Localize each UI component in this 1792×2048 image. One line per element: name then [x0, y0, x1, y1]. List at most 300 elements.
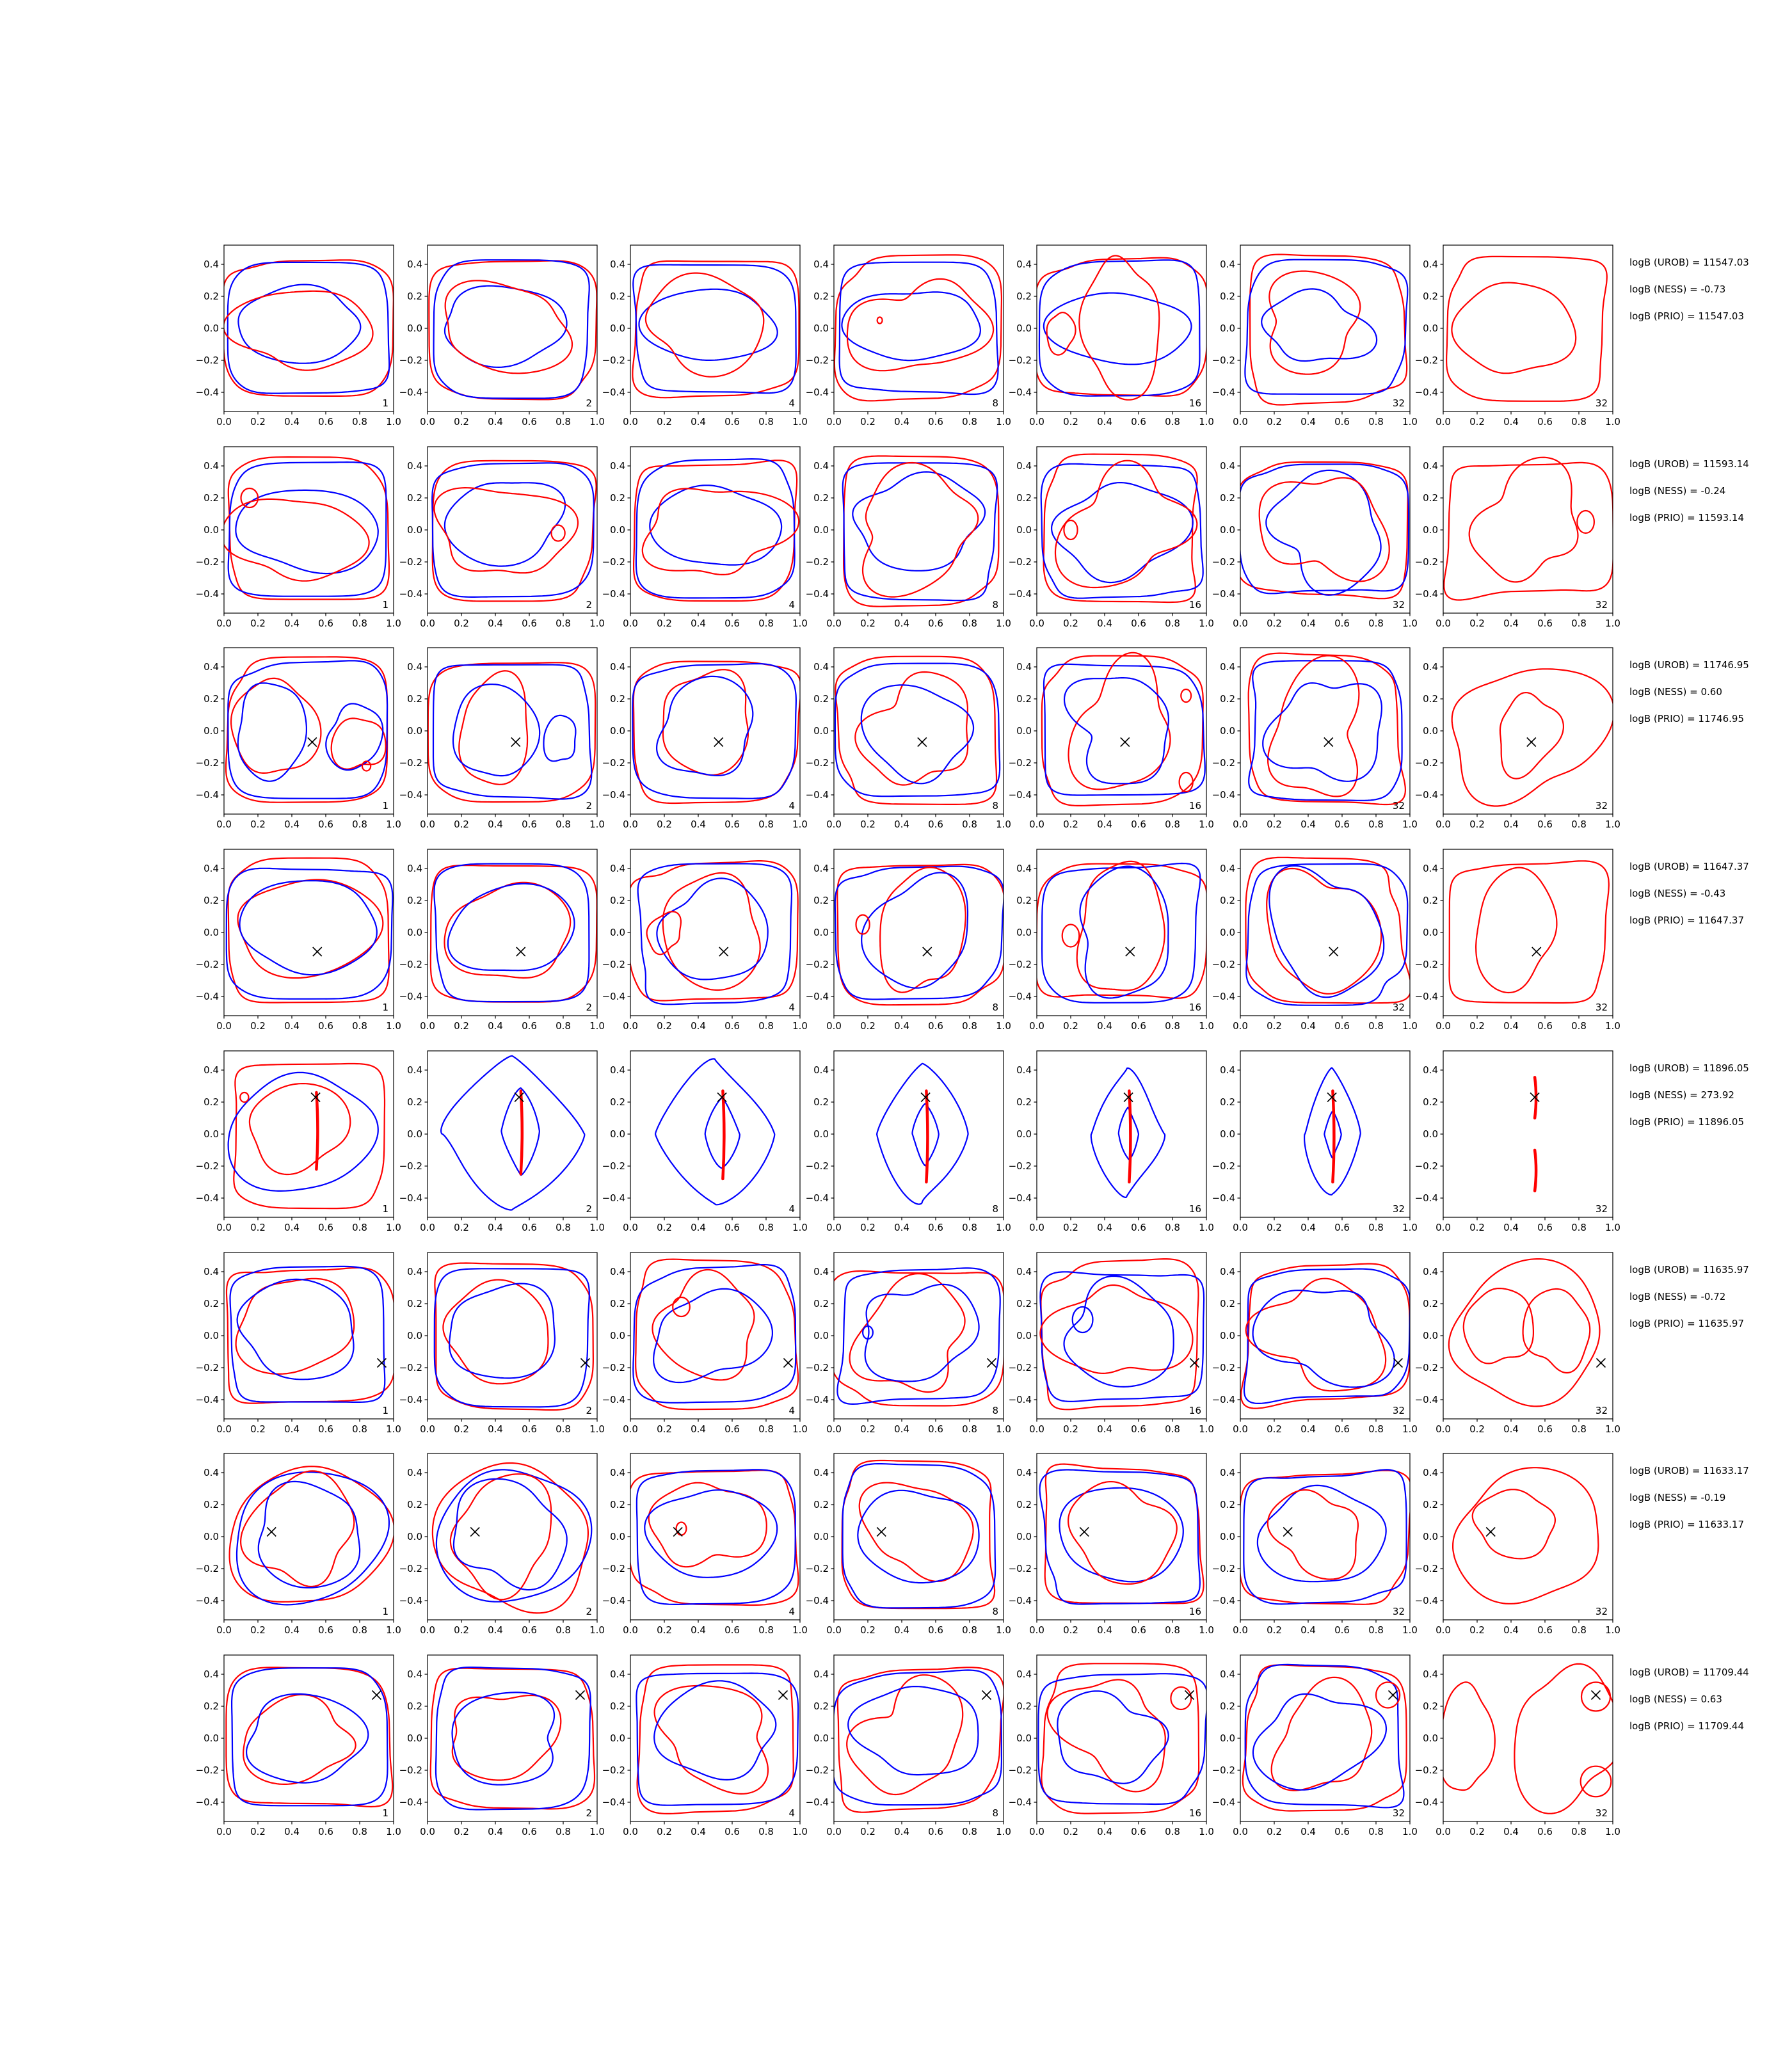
subplot-canvas-r8-c3 [598, 1650, 808, 1851]
x-tick-label: 0.2 [1266, 416, 1282, 428]
panel-count-label: 1 [382, 1404, 388, 1416]
subplot-r2-c2 [396, 442, 605, 643]
logb-urob-value: logB (UROB) = 11746.95 [1629, 659, 1749, 671]
y-tick-label: 0.4 [1219, 259, 1235, 270]
x-tick-label: 0.8 [961, 1624, 977, 1636]
contour-group [833, 1667, 1004, 1812]
contour-blue [1252, 1694, 1386, 1790]
axes-frame [1037, 447, 1206, 613]
x-tick-label: 0.0 [623, 1825, 638, 1837]
logb-urob-value: logB (UROB) = 11547.03 [1629, 257, 1749, 268]
x-tick-label: 0.4 [1503, 617, 1519, 629]
y-tick-label: 0.0 [1219, 1732, 1235, 1744]
panel-count-label: 4 [788, 1404, 795, 1416]
x-tick-label: 1.0 [1402, 1020, 1418, 1032]
y-tick-label: −0.2 [1414, 959, 1438, 971]
panel-count-label: 1 [382, 1002, 388, 1014]
x-tick-label: 0.6 [521, 1020, 537, 1032]
contour-blue [1244, 1268, 1410, 1403]
subplot-r4-c1 [192, 844, 401, 1045]
y-tick-label: −0.4 [1212, 789, 1235, 801]
y-tick-label: 0.4 [1016, 1064, 1032, 1076]
contour-blue [1052, 483, 1193, 582]
x-tick-label: 0.2 [657, 1020, 672, 1032]
x-tick-label: 1.0 [589, 617, 605, 629]
x-tick-label: 0.6 [1537, 819, 1553, 831]
x-marker [917, 738, 926, 747]
y-tick-label: 0.2 [813, 1499, 829, 1511]
subplot-r8-c6 [1208, 1650, 1418, 1851]
x-tick-label: 0.0 [1029, 1825, 1044, 1837]
x-marker [714, 738, 723, 747]
y-tick-label: −0.2 [1414, 1361, 1438, 1373]
y-tick-label: −0.4 [399, 991, 422, 1003]
x-tick-label: 0.6 [1131, 1423, 1146, 1435]
y-tick-label: 0.4 [406, 1265, 422, 1277]
contour-blue [228, 462, 387, 596]
y-tick-label: 0.4 [1016, 259, 1032, 270]
y-tick-label: 0.0 [204, 1531, 219, 1543]
x-tick-label: 0.6 [1537, 1423, 1553, 1435]
contour-blue [638, 864, 792, 1005]
y-tick-label: 0.0 [610, 1531, 625, 1543]
y-tick-label: −0.4 [195, 1796, 219, 1808]
contour-blue [1057, 1691, 1168, 1783]
contour-blue [447, 884, 574, 971]
x-tick-label: 1.0 [1605, 1221, 1620, 1233]
x-tick-label: 0.2 [860, 819, 876, 831]
y-tick-label: −0.4 [805, 588, 829, 600]
subplot-canvas-r8-c5 [1005, 1650, 1214, 1851]
y-tick-label: −0.2 [1008, 757, 1032, 769]
x-tick-label: 0.2 [1063, 416, 1078, 428]
logb-ness-value: logB (NESS) = 0.60 [1629, 686, 1722, 698]
contour-blue [833, 1670, 1002, 1805]
x-tick-label: 0.2 [250, 1825, 266, 1837]
x-tick-label: 0.0 [1029, 1624, 1044, 1636]
y-tick-label: −0.2 [602, 1160, 625, 1172]
y-tick-label: 0.2 [1016, 492, 1032, 504]
x-tick-label: 1.0 [1199, 1423, 1214, 1435]
x-tick-label: 0.0 [826, 1020, 842, 1032]
y-tick-label: 0.4 [1423, 661, 1438, 673]
subplot-r3-c7 [1411, 643, 1620, 844]
contour-red [223, 260, 394, 396]
panel-count-label: 1 [382, 800, 388, 812]
y-tick-label: 0.4 [1219, 1265, 1235, 1277]
x-tick-label: 0.6 [318, 819, 333, 831]
contour-group [1040, 1464, 1204, 1604]
panel-count-label: 16 [1188, 1404, 1201, 1416]
x-marker [783, 1358, 792, 1367]
x-tick-label: 0.2 [1063, 1624, 1078, 1636]
y-tick-label: −0.2 [399, 1160, 422, 1172]
subplot-r2-c5 [1005, 442, 1214, 643]
y-tick-label: 0.0 [1423, 927, 1438, 939]
contour-group [441, 1056, 584, 1210]
y-tick-label: −0.4 [805, 1595, 829, 1607]
y-tick-label: 0.4 [610, 1265, 625, 1277]
contour-red [435, 1263, 593, 1410]
contour-blue [237, 1279, 354, 1379]
x-tick-label: 0.6 [1537, 1624, 1553, 1636]
panel-count-label: 4 [788, 800, 795, 812]
subplot-r6-c1 [192, 1247, 401, 1448]
x-tick-label: 0.8 [555, 1624, 571, 1636]
panel-count-label: 32 [1392, 397, 1405, 409]
x-tick-label: 0.4 [1300, 1020, 1316, 1032]
y-tick-label: 0.0 [610, 725, 625, 737]
subplot-canvas-r3-c1 [192, 643, 401, 844]
x-tick-label: 0.8 [555, 1423, 571, 1435]
contour-group [1245, 255, 1407, 405]
panel-count-label: 1 [382, 598, 388, 611]
x-tick-label: 0.0 [1232, 416, 1248, 428]
x-tick-label: 0.6 [318, 1221, 333, 1233]
x-tick-label: 0.0 [1232, 617, 1248, 629]
x-marker [267, 1528, 276, 1537]
x-tick-label: 0.4 [487, 819, 503, 831]
subplot-canvas-r2-c3 [598, 442, 808, 643]
y-tick-label: 0.0 [1423, 1531, 1438, 1543]
contour-blue [441, 1056, 584, 1210]
x-tick-label: 0.4 [1503, 1624, 1519, 1636]
x-tick-label: 0.8 [1368, 1624, 1384, 1636]
logb-prio-value: logB (PRIO) = 11709.44 [1629, 1720, 1745, 1732]
subplot-canvas-r3-c4 [802, 643, 1011, 844]
small-ring-contour [877, 317, 882, 324]
small-ring-contour [241, 488, 259, 508]
panel-count-label: 4 [788, 1203, 795, 1215]
contour-red [1040, 1285, 1192, 1373]
logb-prio-value: logB (PRIO) = 11593.14 [1629, 511, 1745, 524]
y-tick-label: 0.0 [610, 323, 625, 334]
y-tick-label: −0.2 [399, 1361, 422, 1373]
axes-frame [1443, 1655, 1613, 1821]
x-tick-label: 0.6 [1131, 416, 1146, 428]
contour-red [837, 1667, 1004, 1812]
y-tick-label: −0.2 [1008, 556, 1032, 568]
x-tick-label: 0.2 [453, 617, 469, 629]
contour-blue [636, 459, 795, 598]
x-tick-label: 0.4 [691, 1020, 706, 1032]
subplot-r1-c2 [396, 240, 605, 441]
x-tick-label: 0.2 [250, 1624, 266, 1636]
y-tick-label: 0.4 [1016, 1668, 1032, 1680]
y-tick-label: −0.4 [602, 1192, 625, 1204]
contour-blue [228, 262, 389, 394]
subplot-canvas-r6-c4 [802, 1247, 1011, 1448]
contour-group [633, 1259, 798, 1409]
contour-group [228, 1064, 385, 1208]
y-tick-label: 0.0 [204, 524, 219, 536]
x-tick-label: 0.6 [1537, 1825, 1553, 1837]
x-marker [1388, 1690, 1397, 1699]
axes-frame [428, 245, 597, 412]
subplot-r6-c3 [598, 1247, 808, 1448]
y-tick-label: 0.2 [204, 1700, 219, 1712]
small-ring-contour [1376, 1682, 1400, 1708]
x-tick-label: 0.2 [860, 416, 876, 428]
contour-red [444, 883, 570, 978]
x-tick-label: 0.8 [1165, 1221, 1180, 1233]
panel-count-label: 16 [1188, 800, 1201, 812]
x-tick-label: 0.4 [893, 819, 909, 831]
y-tick-label: −0.4 [805, 1192, 829, 1204]
contour-group [632, 261, 799, 398]
y-tick-label: 0.4 [813, 1668, 829, 1680]
contour-blue [230, 1266, 385, 1402]
contour-red [1476, 868, 1556, 993]
y-tick-label: 0.4 [610, 1064, 625, 1076]
y-tick-label: 0.0 [1016, 927, 1032, 939]
subplot-canvas-r7-c3 [598, 1448, 808, 1649]
subplot-r7-c2 [396, 1448, 605, 1649]
contour-red [1048, 1679, 1165, 1791]
subplot-canvas-r2-c2 [396, 442, 605, 643]
contour-group [1040, 1259, 1204, 1409]
y-tick-label: 0.4 [204, 1265, 219, 1277]
x-marker [1080, 1528, 1089, 1537]
y-tick-label: 0.4 [1219, 1064, 1235, 1076]
x-tick-label: 0.8 [758, 416, 774, 428]
x-tick-label: 1.0 [1402, 1423, 1418, 1435]
x-tick-label: 0.8 [555, 1020, 571, 1032]
x-tick-label: 0.6 [724, 1423, 740, 1435]
panel-count-label: 8 [991, 1807, 998, 1819]
y-tick-label: 0.2 [1016, 895, 1032, 907]
x-tick-label: 1.0 [1199, 416, 1214, 428]
contour-red [634, 662, 801, 804]
panel-count-label: 32 [1595, 1606, 1608, 1618]
y-tick-label: −0.2 [1414, 355, 1438, 366]
x-tick-label: 0.4 [1300, 819, 1316, 831]
logb-urob-value: logB (UROB) = 11633.17 [1629, 1465, 1749, 1477]
x-tick-label: 0.6 [318, 617, 333, 629]
subplot-r4-c4 [802, 844, 1011, 1045]
contour-red [653, 1270, 755, 1380]
x-tick-label: 0.4 [1503, 1020, 1519, 1032]
panel-count-label: 8 [991, 1606, 998, 1618]
subplot-canvas-r3-c6 [1208, 643, 1418, 844]
axes-frame [1443, 1252, 1613, 1419]
y-tick-label: −0.2 [805, 757, 829, 769]
logb-urob-value: logB (UROB) = 11593.14 [1629, 458, 1749, 470]
subplot-canvas-r5-c3 [598, 1046, 808, 1247]
x-tick-label: 0.2 [1469, 1624, 1485, 1636]
contour-group [1453, 1468, 1598, 1604]
x-tick-label: 0.8 [758, 1624, 774, 1636]
y-tick-label: −0.4 [399, 1393, 422, 1405]
y-tick-label: −0.2 [1414, 1764, 1438, 1776]
subplot-r1-c3 [598, 240, 808, 441]
x-tick-label: 0.2 [1266, 1624, 1282, 1636]
x-tick-label: 0.2 [1063, 1423, 1078, 1435]
x-tick-label: 0.2 [453, 1221, 469, 1233]
y-tick-label: 0.0 [1423, 524, 1438, 536]
x-tick-label: 0.2 [250, 416, 266, 428]
x-tick-label: 0.4 [487, 1825, 503, 1837]
y-tick-label: −0.2 [1414, 1160, 1438, 1172]
x-tick-label: 1.0 [589, 1423, 605, 1435]
x-tick-label: 0.0 [1436, 1221, 1451, 1233]
x-marker [987, 1358, 996, 1367]
x-tick-label: 0.4 [893, 1624, 909, 1636]
y-tick-label: −0.2 [399, 757, 422, 769]
contour-blue [1244, 1470, 1406, 1604]
x-tick-label: 0.8 [352, 819, 367, 831]
logB-annotation-row-5 [1629, 1055, 1791, 1135]
subplot-canvas-r3-c7 [1411, 643, 1620, 844]
y-tick-label: 0.2 [1016, 693, 1032, 705]
small-ring-contour [240, 1092, 248, 1102]
y-tick-label: 0.2 [1219, 291, 1235, 302]
y-tick-label: −0.4 [1414, 1796, 1438, 1808]
x-tick-label: 0.4 [1503, 1221, 1519, 1233]
x-tick-label: 1.0 [1402, 1221, 1418, 1233]
x-tick-label: 0.4 [691, 1624, 706, 1636]
y-tick-label: −0.4 [602, 1796, 625, 1808]
y-tick-label: 0.2 [610, 291, 625, 302]
x-tick-label: 0.8 [352, 1423, 367, 1435]
x-tick-label: 0.6 [1334, 1020, 1350, 1032]
subplot-canvas-r1-c5 [1005, 240, 1214, 441]
y-tick-label: 0.2 [406, 291, 422, 302]
x-tick-label: 0.2 [1063, 617, 1078, 629]
x-tick-label: 1.0 [995, 1221, 1011, 1233]
x-tick-label: 0.4 [1097, 819, 1112, 831]
y-tick-label: −0.2 [602, 1361, 625, 1373]
contour-group [828, 1268, 1004, 1405]
x-tick-label: 0.2 [657, 1221, 672, 1233]
subplot-canvas-r7-c2 [396, 1448, 605, 1649]
x-tick-label: 1.0 [386, 1221, 401, 1233]
x-tick-label: 0.8 [961, 416, 977, 428]
logb-urob-value: logB (UROB) = 11647.37 [1629, 861, 1749, 873]
x-marker [308, 738, 317, 747]
x-tick-label: 0.4 [893, 1221, 909, 1233]
subplot-canvas-r6-c5 [1005, 1247, 1214, 1448]
x-tick-label: 0.8 [1571, 1020, 1587, 1032]
contour-group [1235, 462, 1409, 598]
y-tick-label: −0.2 [1414, 556, 1438, 568]
logb-ness-value: logB (NESS) = -0.73 [1629, 284, 1726, 295]
y-tick-label: 0.0 [610, 524, 625, 536]
axes-frame [1443, 849, 1613, 1016]
subplot-canvas-r4-c4 [802, 844, 1011, 1045]
logB-annotation-row-3 [1629, 652, 1791, 732]
x-tick-label: 0.2 [860, 1423, 876, 1435]
x-tick-label: 1.0 [1605, 1624, 1620, 1636]
y-tick-label: −0.4 [1008, 1192, 1032, 1204]
x-tick-label: 0.6 [521, 819, 537, 831]
x-tick-label: 0.4 [893, 1020, 909, 1032]
contour-red [1242, 1665, 1406, 1811]
contour-red [1452, 283, 1576, 374]
y-tick-label: −0.4 [805, 991, 829, 1003]
y-tick-label: 0.0 [1219, 524, 1235, 536]
subplot-r6-c6 [1208, 1247, 1418, 1448]
panel-count-label: 32 [1595, 1807, 1608, 1819]
y-tick-label: 0.0 [406, 725, 422, 737]
y-tick-label: −0.4 [1008, 1393, 1032, 1405]
x-tick-label: 0.8 [1368, 1423, 1384, 1435]
y-tick-label: −0.2 [399, 556, 422, 568]
small-ring-contour [551, 525, 564, 541]
subplot-canvas-r7-c6 [1208, 1448, 1418, 1649]
contour-red [443, 1279, 548, 1384]
y-tick-label: −0.2 [195, 1160, 219, 1172]
contour-red [1079, 256, 1159, 400]
x-tick-label: 0.6 [1334, 617, 1350, 629]
x-tick-label: 0.2 [1063, 1020, 1078, 1032]
x-tick-label: 0.0 [419, 1825, 435, 1837]
y-tick-label: 0.2 [610, 895, 625, 907]
contour-red [450, 1474, 550, 1599]
y-tick-label: 0.2 [204, 492, 219, 504]
x-tick-label: 0.0 [419, 1624, 435, 1636]
small-ring-contour [1062, 925, 1080, 947]
y-tick-label: 0.0 [204, 725, 219, 737]
y-tick-label: 0.0 [204, 1128, 219, 1140]
y-tick-label: −0.4 [1008, 1595, 1032, 1607]
x-tick-label: 0.0 [419, 617, 435, 629]
x-tick-label: 1.0 [1402, 416, 1418, 428]
x-tick-label: 0.4 [487, 617, 503, 629]
subplot-r4-c5 [1005, 844, 1214, 1045]
contour-group [1535, 1077, 1536, 1191]
contour-red [1267, 1490, 1357, 1580]
contour-red [649, 1483, 767, 1567]
subplot-r2-c7 [1411, 442, 1620, 643]
x-tick-label: 0.8 [1368, 819, 1384, 831]
x-tick-label: 0.0 [826, 1423, 842, 1435]
x-tick-label: 0.2 [1469, 1825, 1485, 1837]
x-tick-label: 0.8 [1165, 1423, 1180, 1435]
y-tick-label: 0.4 [1423, 1064, 1438, 1076]
x-tick-label: 0.0 [419, 1020, 435, 1032]
x-tick-label: 0.6 [724, 1825, 740, 1837]
y-tick-label: −0.4 [399, 1595, 422, 1607]
x-tick-label: 0.0 [826, 416, 842, 428]
y-tick-label: −0.4 [195, 387, 219, 398]
subplot-canvas-r2-c6 [1208, 442, 1418, 643]
x-marker [511, 738, 520, 747]
panel-count-label: 32 [1392, 1002, 1405, 1014]
y-tick-label: 0.0 [406, 524, 422, 536]
contour-red [834, 255, 1001, 401]
y-tick-label: −0.2 [1212, 959, 1235, 971]
x-tick-label: 0.8 [352, 1825, 367, 1837]
contour-blue [861, 685, 973, 784]
y-tick-label: 0.0 [1219, 1531, 1235, 1543]
x-tick-label: 0.6 [927, 1825, 943, 1837]
logb-prio-value: logB (PRIO) = 11746.95 [1629, 713, 1745, 725]
y-tick-label: 0.4 [813, 661, 829, 673]
y-tick-label: 0.0 [1423, 1732, 1438, 1744]
x-tick-label: 1.0 [792, 1624, 808, 1636]
x-tick-label: 0.4 [691, 416, 706, 428]
contour-blue [433, 665, 591, 799]
small-ring-contour [1181, 689, 1191, 702]
x-tick-label: 1.0 [1199, 617, 1214, 629]
contour-red [847, 1675, 963, 1795]
x-tick-label: 0.4 [487, 416, 503, 428]
x-tick-label: 0.6 [1537, 617, 1553, 629]
x-tick-label: 1.0 [1605, 1423, 1620, 1435]
x-tick-label: 0.2 [453, 1624, 469, 1636]
x-tick-label: 0.2 [1469, 617, 1485, 629]
